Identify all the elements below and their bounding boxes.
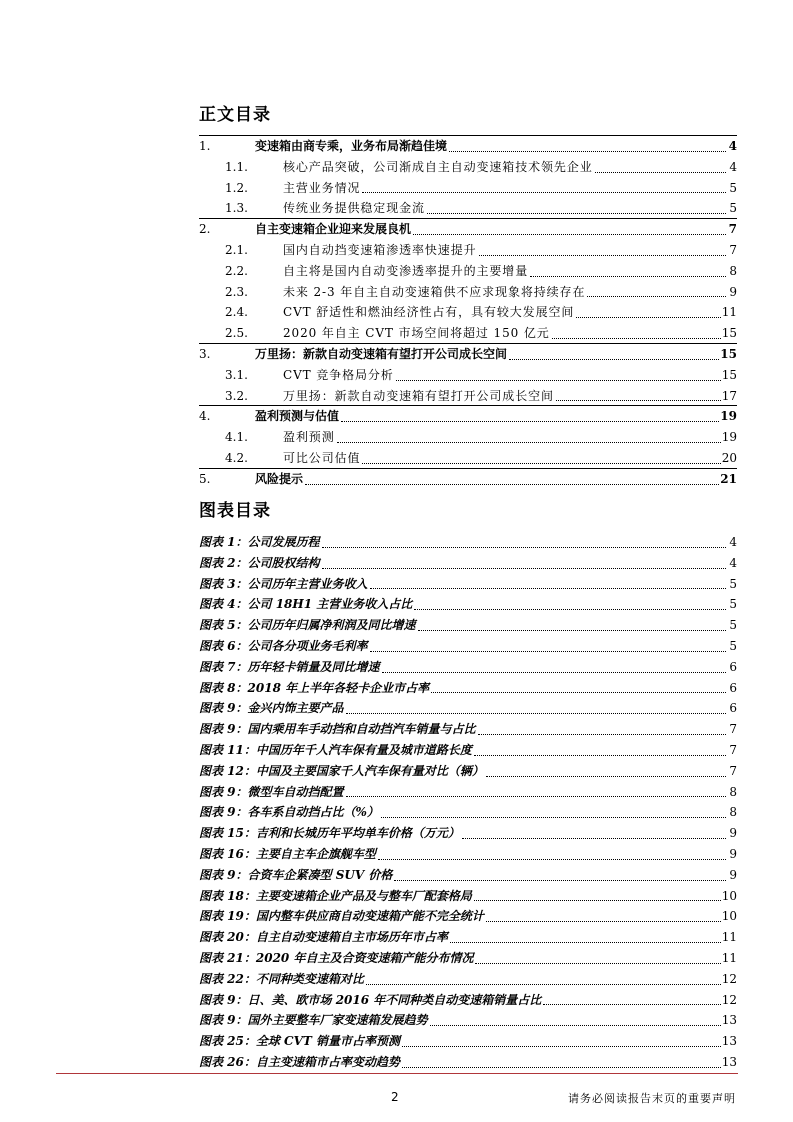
toc-dot-leader: [595, 171, 726, 173]
figure-entry-title: 图表 4：公司 18H1 主营业务收入占比: [199, 597, 413, 612]
figure-entry-page: 10: [721, 909, 737, 924]
figure-list-row[interactable]: [199, 927, 737, 948]
figure-list-row[interactable]: [199, 615, 737, 636]
toc-dot-leader: [509, 358, 719, 360]
figure-list-row[interactable]: [199, 657, 737, 678]
figure-dot-leader: [475, 962, 720, 964]
toc-entry-title: 变速箱由商专乘，业务布局渐趋佳境: [255, 139, 448, 153]
toc-entry-number: 4.: [199, 409, 211, 424]
figure-entry-title: 图表 7：历年轻卡销量及同比增速: [199, 659, 380, 674]
figure-dot-leader: [418, 629, 726, 631]
figure-entry-page: 7: [729, 722, 737, 737]
toc-entry-page: 21: [720, 471, 737, 486]
toc-subsection-row[interactable]: [199, 323, 737, 344]
figure-dot-leader: [346, 795, 726, 797]
toc-subsection-row[interactable]: [199, 261, 737, 282]
figure-entry-page: 6: [729, 680, 737, 695]
figure-list-row[interactable]: [199, 1052, 737, 1073]
figure-entry-title: 图表 15：吉利和长城历年平均单车价格（万元）: [199, 826, 460, 841]
figure-entry-title: 图表 9：金兴内饰主要产品: [199, 701, 344, 716]
figure-entry-title: 图表 25：全球 CVT 销量市占率预测: [199, 1034, 401, 1049]
figure-list: [199, 532, 737, 1073]
figure-entry-page: 13: [721, 1013, 737, 1028]
toc-entry-title: 自主将是国内自动变渗透率提升的主要增量: [283, 263, 529, 278]
toc-section-rule: [199, 135, 737, 136]
toc-subsection-row[interactable]: [199, 302, 737, 323]
figure-entry-title: 图表 9：合资车企紧凑型 SUV 价格: [199, 867, 393, 882]
toc-section-row[interactable]: [199, 406, 737, 427]
figure-entry-page: 4: [729, 535, 737, 549]
figure-dot-leader: [486, 775, 726, 777]
figure-entry-page: 5: [729, 638, 737, 653]
toc-subsection-row[interactable]: [199, 240, 737, 261]
figure-entry-title: 图表 8：2018 年上半年各轻卡企业市占率: [199, 680, 430, 695]
footer-page-number: 2: [391, 1090, 399, 1104]
toc-entry-number: 1.3.: [225, 201, 248, 216]
figure-entry-title: 图表 26：自主变速箱市占率变动趋势: [199, 1054, 400, 1069]
figure-entry-title: 图表 9：国内乘用车手动挡和自动挡汽车销量与占比: [199, 722, 476, 737]
figure-entry-page: 4: [729, 555, 737, 570]
figure-dot-leader: [322, 567, 726, 569]
toc-dot-leader: [530, 275, 726, 277]
toc-dot-leader: [341, 420, 719, 422]
toc-subsection-row[interactable]: [199, 365, 737, 386]
toc-entry-number: 2.5.: [225, 326, 248, 341]
figure-entry-page: 11: [721, 950, 737, 965]
figure-entry-title: 图表 9：微型车自动挡配置: [199, 784, 344, 799]
figure-list-row[interactable]: [199, 761, 737, 782]
figure-dot-leader: [366, 983, 721, 985]
toc-dot-leader: [556, 399, 721, 401]
toc-dot-leader: [449, 150, 726, 152]
figure-entry-page: 13: [721, 1034, 737, 1049]
figure-entry-page: 6: [729, 659, 737, 674]
figure-entry-title: 图表 21：2020 年自主及合资变速箱产能分布情况: [199, 950, 474, 965]
figure-list-row[interactable]: [199, 969, 737, 990]
toc-entry-title: 国内自动挡变速箱渗透率快速提升: [283, 242, 477, 257]
toc-entry-title: 未来 2-3 年自主自动变速箱供不应求现象将持续存在: [283, 284, 586, 299]
figure-entry-title: 图表 9：各车系自动挡占比（%）: [199, 805, 379, 820]
toc-entry-title: 2020 年自主 CVT 市场空间将超过 150 亿元: [283, 326, 550, 341]
toc-entry-title: CVT 竞争格局分析: [283, 367, 394, 382]
toc-section-row[interactable]: [199, 219, 737, 240]
toc-entry-title: 风险提示: [255, 471, 304, 486]
toc-dot-leader: [305, 483, 719, 485]
figure-list-row[interactable]: [199, 990, 737, 1011]
toc-entry-page: 8: [729, 263, 737, 278]
toc-entry-page: 5: [729, 180, 737, 195]
figure-entry-page: 7: [729, 742, 737, 757]
figure-dot-leader: [378, 858, 726, 860]
figure-entry-title: 图表 3：公司历年主营业务收入: [199, 576, 368, 591]
toc-subsection-row[interactable]: [199, 198, 737, 219]
figure-list-row[interactable]: [199, 636, 737, 657]
figure-entry-page: 9: [729, 846, 737, 861]
figure-entry-page: 5: [729, 576, 737, 591]
toc-heading: 正文目录: [199, 105, 271, 125]
figure-dot-leader: [382, 671, 726, 673]
toc-dot-leader: [479, 254, 726, 256]
toc-section-row[interactable]: [199, 469, 737, 490]
figure-list-row[interactable]: [199, 802, 737, 823]
toc-dot-leader: [337, 441, 721, 443]
figure-dot-leader: [430, 1024, 721, 1026]
toc-section-rule: [199, 218, 737, 219]
figure-entry-title: 图表 2：公司股权结构: [199, 555, 320, 570]
toc-dot-leader: [362, 191, 726, 193]
figure-list-row[interactable]: [199, 719, 737, 740]
toc-entry-page: 4: [728, 139, 737, 153]
toc-entry-title: 核心产品突破，公司渐成自主自动变速箱技术领先企业: [283, 159, 593, 174]
toc-dot-leader: [427, 212, 726, 214]
toc-subsection-row[interactable]: [199, 178, 737, 199]
toc-dot-leader: [587, 295, 726, 297]
figure-entry-title: 图表 19：国内整车供应商自动变速箱产能不完全统计: [199, 909, 484, 924]
toc-entry-page: 9: [729, 284, 737, 299]
toc-dot-leader: [576, 316, 720, 318]
figure-entry-page: 11: [721, 930, 737, 945]
toc-entry-page: 4: [729, 159, 737, 174]
figure-list-row[interactable]: [199, 906, 737, 927]
toc-section-row[interactable]: [199, 344, 737, 365]
figure-list-row[interactable]: [199, 886, 737, 907]
figure-dot-leader: [381, 816, 726, 818]
toc-entry-number: 1.1.: [225, 159, 248, 174]
figure-list-row[interactable]: [199, 532, 737, 553]
figure-dot-leader: [322, 546, 726, 548]
figure-dot-leader: [346, 712, 726, 714]
toc-entry-page: 15: [721, 326, 737, 341]
toc-entry-number: 1.2.: [225, 180, 248, 195]
figure-dot-leader: [370, 587, 726, 589]
figure-entry-title: 图表 5：公司历年归属净利润及同比增速: [199, 618, 416, 633]
figure-entry-page: 13: [721, 1054, 737, 1069]
toc-entry-number: 4.2.: [225, 450, 248, 465]
figure-list-row[interactable]: [199, 865, 737, 886]
figure-entry-page: 5: [729, 597, 737, 612]
footer-disclaimer-note: 请务必阅读报告末页的重要声明: [568, 1092, 736, 1105]
toc-entry-title: 传统业务提供稳定现金流: [283, 201, 425, 216]
figure-entry-title: 图表 9：日、美、欧市场 2016 年不同种类自动变速箱销量占比: [199, 992, 542, 1007]
toc-dot-leader: [396, 379, 721, 381]
figure-entry-title: 图表 11：中国历年千人汽车保有量及城市道路长度: [199, 742, 472, 757]
toc-entry-number: 1.: [199, 139, 211, 153]
figure-entry-page: 6: [729, 701, 737, 716]
figure-list-row[interactable]: [199, 782, 737, 803]
toc-entry-page: 19: [720, 409, 737, 424]
figure-list-row[interactable]: [199, 594, 737, 615]
toc-entry-page: 15: [721, 367, 737, 382]
figure-entry-page: 10: [721, 888, 737, 903]
toc-entry-number: 2.3.: [225, 284, 248, 299]
toc-entry-page: 19: [721, 430, 737, 445]
figure-entry-title: 图表 22：不同种类变速箱对比: [199, 971, 364, 986]
figure-dot-leader: [402, 1066, 721, 1068]
toc-section-rule: [199, 343, 737, 344]
figure-entry-page: 9: [729, 826, 737, 841]
toc-dot-leader: [552, 337, 721, 339]
toc-entry-title: 万里扬：新款自动变速箱有望打开公司成长空间: [283, 388, 554, 403]
toc-section-row[interactable]: [199, 136, 737, 157]
figure-dot-leader: [414, 608, 726, 610]
toc-section-rule: [199, 405, 737, 406]
figure-dot-leader: [543, 1003, 720, 1005]
toc-entry-page: 11: [721, 305, 737, 320]
toc-entry-title: 盈利预测与估值: [255, 409, 340, 424]
figure-list-row[interactable]: [199, 948, 737, 969]
toc-entry-title: 可比公司估值: [283, 450, 361, 465]
figure-list-row[interactable]: [199, 678, 737, 699]
toc-entry-page: 20: [721, 450, 737, 465]
figure-entry-page: 12: [721, 971, 737, 986]
toc-subsection-row[interactable]: [199, 448, 737, 469]
figure-dot-leader: [474, 899, 721, 901]
toc-entry-number: 3.1.: [225, 367, 248, 382]
figure-entry-page: 7: [729, 763, 737, 778]
toc-entry-page: 15: [720, 346, 737, 361]
toc-entry-number: 2.4.: [225, 305, 248, 320]
figure-entry-title: 图表 1：公司发展历程: [199, 535, 320, 549]
figure-entry-title: 图表 20：自主自动变速箱自主市场历年市占率: [199, 930, 448, 945]
figure-dot-leader: [486, 920, 721, 922]
toc-dot-leader: [362, 462, 720, 464]
toc-entry-title: 主营业务情况: [283, 180, 361, 195]
toc-entry-page: 7: [729, 242, 737, 257]
figure-entry-title: 图表 12：中国及主要国家千人汽车保有量对比（辆）: [199, 763, 484, 778]
figure-entry-page: 8: [729, 805, 737, 820]
figure-list-row[interactable]: [199, 740, 737, 761]
figure-list-row[interactable]: [199, 574, 737, 595]
figure-entry-page: 5: [729, 618, 737, 633]
toc-entry-number: 2.: [199, 222, 211, 237]
figure-dot-leader: [450, 941, 721, 943]
figure-entry-page: 12: [721, 992, 737, 1007]
toc-entry-title: 盈利预测: [283, 430, 335, 445]
figure-entry-title: 图表 9：国外主要整车厂家变速箱发展趋势: [199, 1013, 428, 1028]
figure-entry-page: 8: [729, 784, 737, 799]
toc-entry-number: 4.1.: [225, 430, 248, 445]
figure-list-heading: 图表目录: [199, 501, 271, 521]
toc-entry-title: 万里扬：新款自动变速箱有望打开公司成长空间: [255, 346, 508, 361]
toc-list: [199, 136, 737, 490]
figure-dot-leader: [394, 879, 726, 881]
figure-list-row[interactable]: [199, 553, 737, 574]
figure-entry-title: 图表 6：公司各分项业务毛利率: [199, 638, 368, 653]
toc-entry-title: 自主变速箱企业迎来发展良机: [255, 222, 412, 237]
figure-list-row[interactable]: [199, 698, 737, 719]
toc-subsection-row[interactable]: [199, 386, 737, 407]
toc-entry-number: 5.: [199, 471, 211, 486]
figure-list-row[interactable]: [199, 1031, 737, 1052]
toc-entry-number: 2.2.: [225, 263, 248, 278]
toc-subsection-row[interactable]: [199, 427, 737, 448]
toc-entry-number: 3.2.: [225, 388, 248, 403]
toc-subsection-row[interactable]: [199, 282, 737, 303]
figure-dot-leader: [478, 733, 726, 735]
toc-entry-page: 17: [721, 388, 737, 403]
figure-list-row[interactable]: [199, 844, 737, 865]
toc-section-rule: [199, 468, 737, 469]
figure-dot-leader: [474, 754, 726, 756]
figure-entry-page: 9: [729, 867, 737, 882]
figure-dot-leader: [462, 837, 726, 839]
toc-subsection-row[interactable]: [199, 157, 737, 178]
figure-entry-title: 图表 18：主要变速箱企业产品及与整车厂配套格局: [199, 888, 472, 903]
figure-dot-leader: [370, 650, 726, 652]
toc-entry-number: 2.1.: [225, 242, 248, 257]
figure-list-row[interactable]: [199, 823, 737, 844]
figure-dot-leader: [402, 1045, 721, 1047]
footer-divider: [56, 1073, 738, 1074]
figure-list-row[interactable]: [199, 1010, 737, 1031]
figure-entry-title: 图表 16：主要自主车企旗舰车型: [199, 846, 376, 861]
toc-entry-number: 3.: [199, 346, 211, 361]
toc-entry-title: CVT 舒适性和燃油经济性占有，具有较大发展空间: [283, 305, 575, 320]
toc-dot-leader: [413, 233, 726, 235]
figure-dot-leader: [431, 691, 726, 693]
toc-entry-page: 5: [729, 201, 737, 216]
toc-entry-page: 7: [728, 222, 737, 237]
